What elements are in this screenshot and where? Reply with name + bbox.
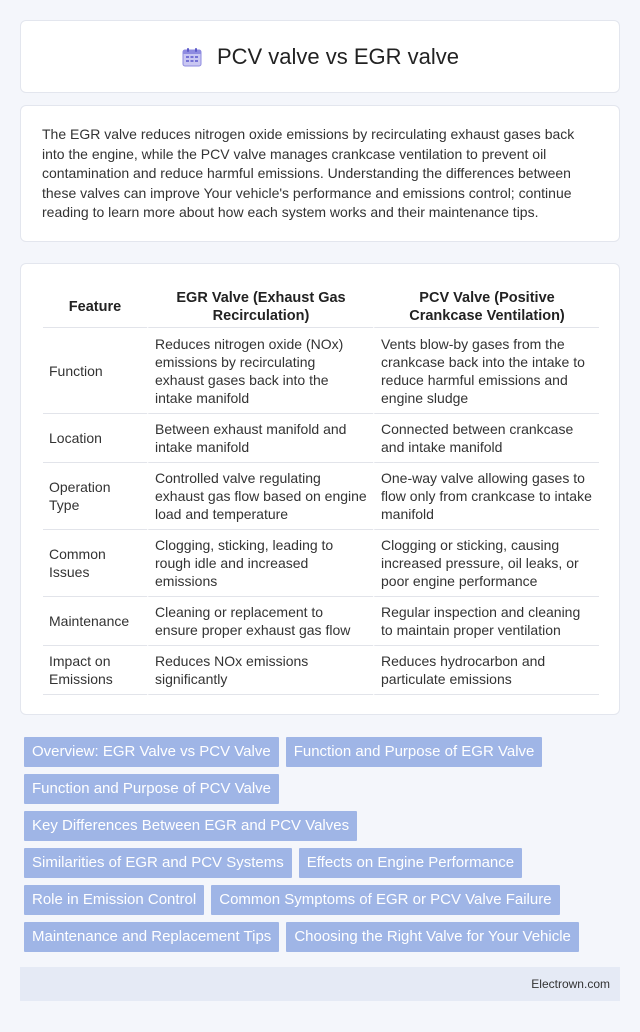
row-egr: Reduces nitrogen oxide (NOx) emissions by recirculating exhaust gases back into the intake manifold xyxy=(147,328,373,414)
topic-link[interactable]: Similarities of EGR and PCV Systems xyxy=(24,848,292,878)
table-header-row xyxy=(43,286,599,328)
row-feature: Impact on Emissions xyxy=(43,646,147,695)
row-feature: Common Issues xyxy=(43,530,147,597)
header-egr: EGR Valve (Exhaust Gas Recirculation) xyxy=(147,286,373,328)
row-egr: Clogging, sticking, leading to rough idle and increased emissions xyxy=(147,530,373,597)
topic-link[interactable]: Maintenance and Replacement Tips xyxy=(24,922,279,952)
table-row xyxy=(43,328,599,414)
table-row xyxy=(43,463,599,530)
row-feature: Operation Type xyxy=(43,463,147,530)
intro-text: The EGR valve reduces nitrogen oxide emissions by recirculating exhaust gases back into the engine, while the PCV valve manages crankcase ventilation to prevent oil contamination and reduce harmful emissions. Understanding the differences between these valves can improve Your vehicle's performance and emissions control; continue reading to learn more about how each system works and their maintenance tips. xyxy=(42,126,575,220)
row-pcv: Reduces hydrocarbon and particulate emissions xyxy=(373,646,599,695)
footer-site[interactable]: Electrown.com xyxy=(531,977,610,991)
topic-link[interactable]: Overview: EGR Valve vs PCV Valve xyxy=(24,737,279,767)
related-topics xyxy=(24,737,624,959)
row-feature: Location xyxy=(43,414,147,463)
row-egr: Controlled valve regulating exhaust gas flow based on engine load and temperature xyxy=(147,463,373,530)
tag-row xyxy=(24,885,624,915)
table-row xyxy=(43,646,599,695)
row-egr: Cleaning or replacement to ensure proper exhaust gas flow xyxy=(147,597,373,646)
tag-row xyxy=(24,774,624,804)
row-feature: Function xyxy=(43,328,147,414)
calendar-icon xyxy=(181,46,203,68)
comparison-table xyxy=(43,286,599,695)
intro-card xyxy=(20,105,620,242)
row-egr: Between exhaust manifold and intake manifold xyxy=(147,414,373,463)
topic-link[interactable]: Choosing the Right Valve for Your Vehicle xyxy=(286,922,579,952)
tag-row xyxy=(24,737,624,767)
title-card xyxy=(20,20,620,93)
topic-link[interactable]: Function and Purpose of PCV Valve xyxy=(24,774,279,804)
topic-link[interactable]: Key Differences Between EGR and PCV Valves xyxy=(24,811,357,841)
footer xyxy=(20,967,620,1001)
row-pcv: Vents blow-by gases from the crankcase back into the intake to reduce harmful emissions and engine sludge xyxy=(373,328,599,414)
table-row xyxy=(43,597,599,646)
tag-row xyxy=(24,848,624,878)
topic-link[interactable]: Role in Emission Control xyxy=(24,885,204,915)
table-row xyxy=(43,530,599,597)
row-pcv: Connected between crankcase and intake manifold xyxy=(373,414,599,463)
topic-link[interactable]: Effects on Engine Performance xyxy=(299,848,522,878)
tag-row xyxy=(24,922,624,952)
header-feature: Feature xyxy=(43,286,147,328)
row-pcv: Clogging or sticking, causing increased pressure, oil leaks, or poor engine performance xyxy=(373,530,599,597)
row-pcv: One-way valve allowing gases to flow only from crankcase to intake manifold xyxy=(373,463,599,530)
header-pcv: PCV Valve (Positive Crankcase Ventilation) xyxy=(373,286,599,328)
page-title: PCV valve vs EGR valve xyxy=(216,43,460,69)
tag-row xyxy=(24,811,624,841)
topic-link[interactable]: Function and Purpose of EGR Valve xyxy=(286,737,543,767)
row-pcv: Regular inspection and cleaning to maintain proper ventilation xyxy=(373,597,599,646)
comparison-table-card xyxy=(20,263,620,715)
row-feature: Maintenance xyxy=(43,597,147,646)
row-egr: Reduces NOx emissions significantly xyxy=(147,646,373,695)
table-row xyxy=(43,414,599,463)
topic-link[interactable]: Common Symptoms of EGR or PCV Valve Failure xyxy=(211,885,559,915)
